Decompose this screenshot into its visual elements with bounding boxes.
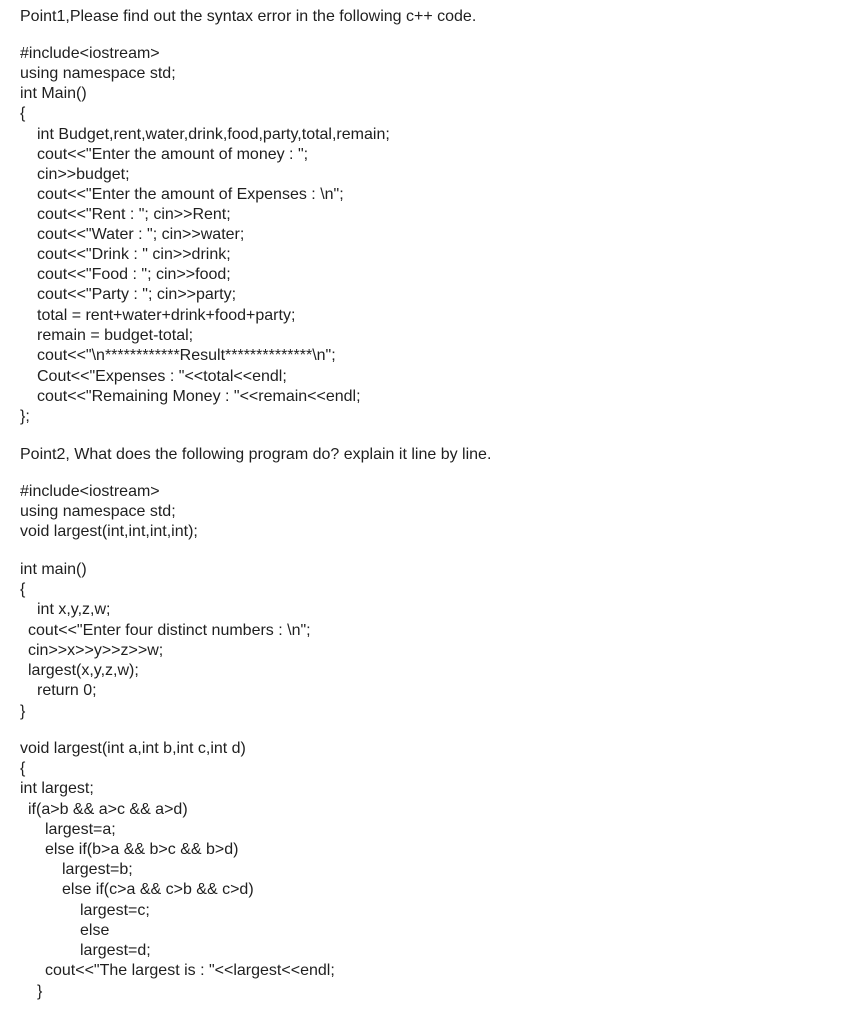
code-line: cout<<"Enter four distinct numbers : \n";: [28, 622, 311, 639]
code-line: largest=c;: [80, 902, 150, 919]
point1-title: Point1,Please find out the syntax error in the following c++ code.: [20, 8, 477, 25]
code-line: #include<iostream>: [20, 483, 160, 500]
code-line: cout<<"The largest is : "<<largest<<endl;: [45, 962, 335, 979]
code-line: largest=b;: [62, 861, 133, 878]
code-line: largest=d;: [80, 942, 151, 959]
code-line: largest(x,y,z,w);: [28, 662, 139, 679]
code-line: cout<<"Enter the amount of Expenses : \n";: [37, 186, 344, 203]
code-line: cout<<"Drink : " cin>>drink;: [37, 246, 231, 263]
code-line: void largest(int a,int b,int c,int d): [20, 740, 246, 757]
code-line: cout<<"Party : "; cin>>party;: [37, 286, 237, 303]
code-line: total = rent+water+drink+food+party;: [37, 307, 296, 324]
code-line: int Main(): [20, 85, 87, 102]
code-line: {: [20, 581, 26, 598]
code-line: int largest;: [20, 780, 94, 797]
code-line: using namespace std;: [20, 65, 176, 82]
code-line: {: [20, 105, 26, 122]
point2-title: Point2, What does the following program do? explain it line by line.: [20, 446, 492, 463]
code-line: int Budget,rent,water,drink,food,party,total,remain;: [37, 126, 390, 143]
code-line: cout<<"Food : "; cin>>food;: [37, 266, 231, 283]
code-line: else if(b>a && b>c && b>d): [45, 841, 239, 858]
code-line: cout<<"Water : "; cin>>water;: [37, 226, 245, 243]
code-line: Cout<<"Expenses : "<<total<<endl;: [37, 368, 287, 385]
code-line: cout<<"Enter the amount of money : ";: [37, 146, 309, 163]
code-line: #include<iostream>: [20, 45, 160, 62]
code-line: else: [80, 922, 110, 939]
code-line: void largest(int,int,int,int);: [20, 523, 198, 540]
code-line: remain = budget-total;: [37, 327, 194, 344]
code-line: }: [37, 983, 43, 1000]
code-line: }: [20, 703, 26, 720]
code-line: return 0;: [37, 682, 97, 699]
code-line: using namespace std;: [20, 503, 176, 520]
code-line: cout<<"Rent : "; cin>>Rent;: [37, 206, 231, 223]
code-line: cout<<"\n************Result**************\n";: [37, 347, 336, 364]
code-line: else if(c>a && c>b && c>d): [62, 881, 254, 898]
code-line: if(a>b && a>c && a>d): [28, 801, 188, 818]
code-line: int main(): [20, 561, 87, 578]
code-line: };: [20, 408, 30, 425]
code-line: cin>>budget;: [37, 166, 130, 183]
code-line: cin>>x>>y>>z>>w;: [28, 642, 164, 659]
code-line: {: [20, 760, 26, 777]
code-line: int x,y,z,w;: [37, 601, 111, 618]
code-line: largest=a;: [45, 821, 116, 838]
code-line: cout<<"Remaining Money : "<<remain<<endl;: [37, 388, 361, 405]
